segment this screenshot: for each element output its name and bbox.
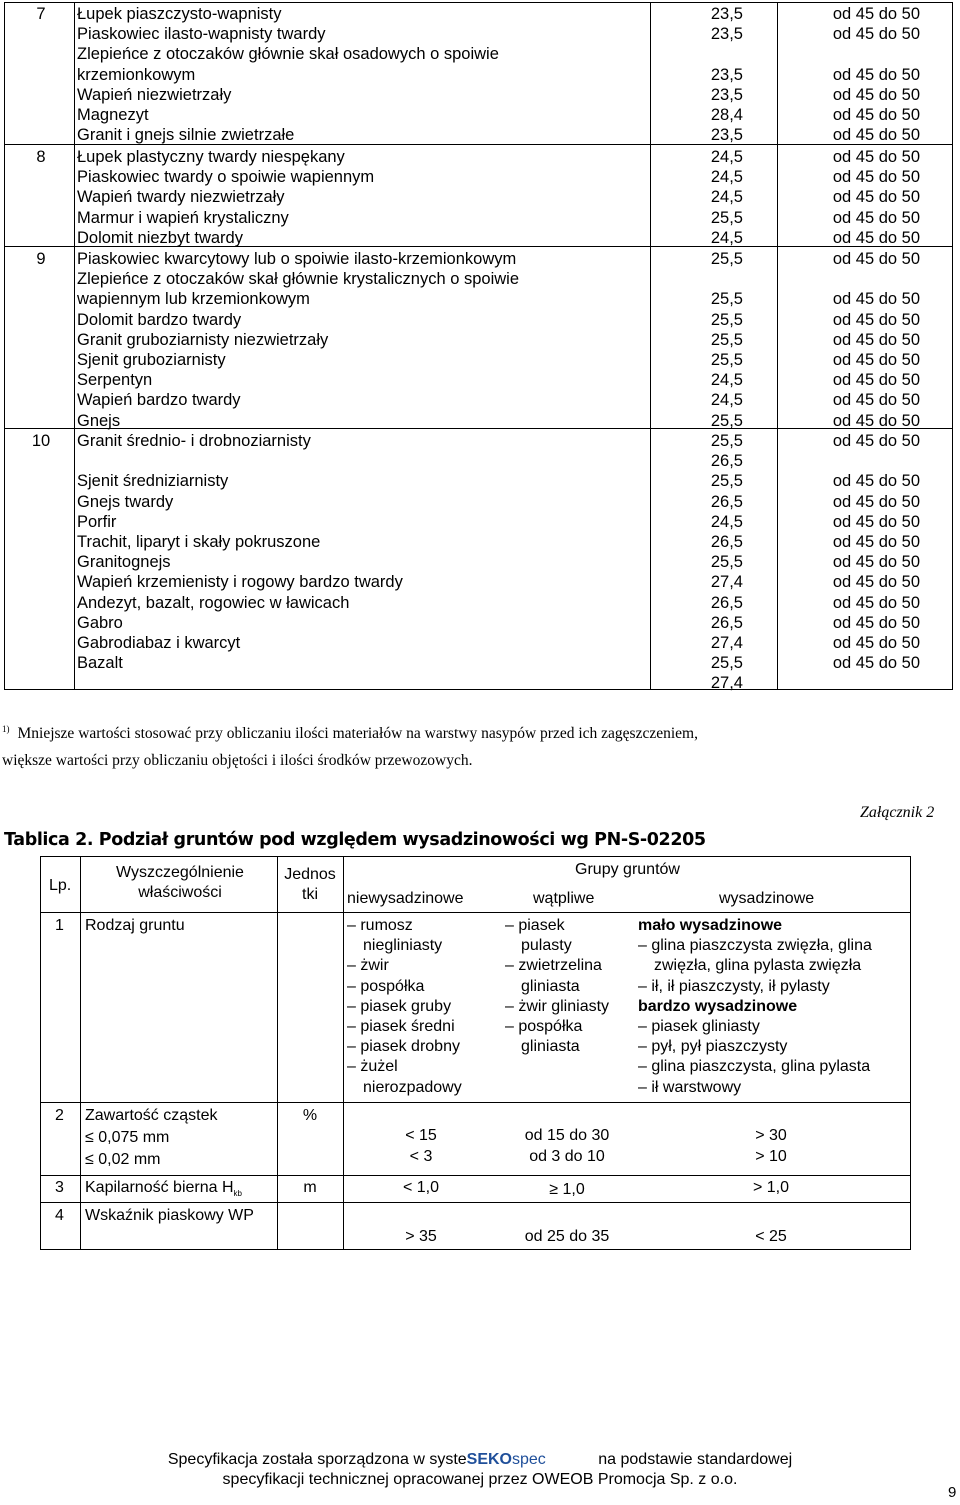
row3-frost: > 1,0 <box>752 1179 790 1196</box>
table-row <box>5 593 952 613</box>
dash-icon: – <box>638 1058 652 1076</box>
table2-title: Tablica 2. Podział gruntów pod względem wysadzinowości wg PN-S-02205 <box>4 830 706 850</box>
table-row <box>5 532 952 552</box>
header-groups: Grupy gruntów <box>575 861 680 878</box>
range-value: od 45 do 50 <box>832 250 920 268</box>
density-value: 24,5 <box>710 371 743 390</box>
table-row <box>5 653 952 673</box>
dash-icon: – <box>347 917 361 934</box>
list-item-text: gliniasta <box>521 1038 580 1056</box>
rock-name: Marmur i wapień krystaliczny <box>77 208 289 227</box>
rock-name: Gabro <box>77 613 123 632</box>
rock-name: Trachit, liparyt i skały pokruszone <box>77 532 321 551</box>
density-value: 24,5 <box>710 188 743 207</box>
dash-icon: – <box>347 1038 361 1056</box>
range-value: od 45 do 50 <box>832 633 920 652</box>
range-value: od 45 do 50 <box>832 350 920 369</box>
dash-icon: – <box>505 917 519 934</box>
table-row <box>5 249 952 269</box>
range-value: od 45 do 50 <box>832 5 920 23</box>
rock-name: Zlepieńce z otoczaków skał głównie krystalicznych o spoiwie <box>77 270 520 289</box>
table-row <box>5 44 952 64</box>
table-row <box>5 167 952 187</box>
footnote <box>2 716 952 774</box>
row3-property-sub: kb <box>233 1189 242 1199</box>
range-value: od 45 do 50 <box>832 512 920 531</box>
page-number: 9 <box>948 1484 957 1501</box>
list-item <box>638 977 872 997</box>
table-row <box>5 390 952 410</box>
less-equal-icon: ≤ <box>85 1129 94 1146</box>
rock-name: Granit i gnejs silnie zwietrzałe <box>77 126 295 145</box>
row1-doubtful-list <box>505 916 609 1057</box>
rock-density-table <box>4 2 953 693</box>
frost-high-heading: bardzo wysadzinowe <box>638 997 798 1015</box>
dash-icon: – <box>638 937 652 955</box>
column-divider <box>343 857 344 1249</box>
row2-sub1-value: 0,075 mm <box>98 1129 170 1146</box>
list-item <box>638 1037 872 1057</box>
row3-property-text: Kapilarność bierna H <box>85 1179 234 1196</box>
rock-name: Granit gruboziarnisty niezwietrzały <box>77 330 329 349</box>
range-value: od 45 do 50 <box>832 208 920 227</box>
density-value: 28,4 <box>710 105 743 124</box>
list-item-text: niegliniasty <box>363 937 443 955</box>
row3-doubtful <box>497 1180 637 1200</box>
list-item-text: pospółka <box>360 977 425 995</box>
frost-low-list <box>638 936 872 997</box>
rock-name: Sjenit gruboziarnisty <box>77 350 226 369</box>
density-value: 23,5 <box>710 5 743 23</box>
table-row <box>5 330 952 350</box>
attachment-label: Załącznik 2 <box>860 804 935 821</box>
list-item <box>505 977 609 997</box>
density-value: 25,5 <box>710 290 743 309</box>
row3-property <box>85 1178 242 1204</box>
range-value: od 45 do 50 <box>832 492 920 511</box>
footer-line-2: specyfikacji technicznej opracowanej przez OWEOB Promocja Sp. z o.o. <box>222 1471 738 1488</box>
list-item <box>638 956 872 976</box>
rock-name: Andezyt, bazalt, rogowiec w ławicach <box>77 593 350 612</box>
density-value: 23,5 <box>710 126 743 145</box>
row1-property: Rodzaj gruntu <box>85 917 185 934</box>
rock-name: Dolomit bardzo twardy <box>77 310 242 329</box>
rock-name: Granit średnio- i drobnoziarnisty <box>77 432 311 450</box>
table-row <box>5 370 952 390</box>
table-row <box>5 187 952 207</box>
density-value: 26,5 <box>710 593 743 612</box>
row2-doubtful-2: od 3 do 10 <box>529 1148 605 1165</box>
footnote-line-1: Mniejsze wartości stosować przy obliczaniu ilości materiałów na warstwy nasypów przed ich zagęszczeniem, <box>17 725 698 742</box>
rock-name: Piaskowiec ilasto-wapnisty twardy <box>77 25 326 44</box>
row1-non-frost-list <box>347 916 462 1098</box>
row2-sub1 <box>85 1128 169 1148</box>
density-value: 25,5 <box>710 350 743 369</box>
density-value: 24,5 <box>710 148 743 166</box>
range-value: od 45 do 50 <box>832 391 920 410</box>
list-item <box>505 997 609 1017</box>
table-row <box>5 673 952 693</box>
rock-name: Piaskowiec kwarcytowy lub o spoiwie ilasto-krzemionkowym <box>77 250 517 268</box>
range-value: od 45 do 50 <box>832 613 920 632</box>
list-item-text: glina piaszczysta, glina pylasta <box>651 1058 871 1076</box>
rock-name: Gnejs twardy <box>77 492 174 511</box>
rock-name: Łupek plastyczny twardy niespękany <box>77 148 345 166</box>
group-number: 7 <box>36 5 46 23</box>
density-value: 24,5 <box>710 228 743 247</box>
table-row <box>5 350 952 370</box>
density-value: 25,5 <box>710 432 743 450</box>
row3-non-frost: < 1,0 <box>402 1179 440 1196</box>
dash-icon: – <box>347 1058 361 1076</box>
row4-frost: < 25 <box>755 1228 787 1245</box>
list-item <box>347 1078 462 1098</box>
header-frost: wysadzinowe <box>719 890 815 907</box>
range-value: od 45 do 50 <box>832 472 920 491</box>
rock-group <box>5 249 952 431</box>
rock-name: Serpentyn <box>77 371 153 390</box>
list-item <box>347 956 462 976</box>
list-item-text: ił, ił piaszczysty, ił pylasty <box>651 977 830 995</box>
rock-name: Sjenit średniziarnisty <box>77 472 229 491</box>
dash-icon: – <box>638 977 652 995</box>
table-row <box>5 451 952 471</box>
rock-name: Piaskowiec twardy o spoiwie wapiennym <box>77 168 375 187</box>
table-row <box>5 310 952 330</box>
range-value: od 45 do 50 <box>832 188 920 207</box>
rock-name: Zlepieńce z otoczaków głównie skał osadowych o spoiwie <box>77 45 499 64</box>
footnote-line-2: większe wartości przy obliczaniu objętości i ilości środków przewozowych. <box>2 752 473 769</box>
list-item-text: zwietrzelina <box>518 957 602 975</box>
dash-icon: – <box>638 1078 652 1096</box>
frost-low-heading: mało wysadzinowe <box>638 917 783 934</box>
table-row <box>5 613 952 633</box>
row2-doubtful-1: od 15 do 30 <box>524 1127 610 1144</box>
density-value: 23,5 <box>710 65 743 84</box>
header-doubtful: wątpliwe <box>533 890 595 907</box>
frost-high-list <box>638 1017 872 1098</box>
list-item-text: piasek średni <box>360 1017 455 1035</box>
density-value: 26,5 <box>710 452 743 471</box>
list-item-text: piasek gruby <box>360 997 452 1015</box>
dash-icon: – <box>638 1017 652 1035</box>
row2-frost-2: > 10 <box>755 1148 787 1165</box>
group-number: 9 <box>36 250 46 268</box>
density-value: 24,5 <box>710 512 743 531</box>
column-divider <box>80 857 81 1249</box>
table-row <box>5 208 952 228</box>
list-item <box>638 936 872 956</box>
range-value: od 45 do 50 <box>832 126 920 145</box>
range-value: od 45 do 50 <box>832 310 920 329</box>
density-value: 27,4 <box>710 573 743 592</box>
range-value: od 45 do 50 <box>832 85 920 104</box>
header-lp: Lp. <box>49 877 72 894</box>
table-row <box>5 4 952 24</box>
range-value: od 45 do 50 <box>832 148 920 166</box>
row4-lp: 4 <box>55 1207 64 1224</box>
list-item-text: gliniasta <box>521 977 580 995</box>
density-value: 25,5 <box>710 208 743 227</box>
less-equal-icon: ≤ <box>85 1151 94 1168</box>
range-value: od 45 do 50 <box>832 330 920 349</box>
density-value: 27,4 <box>710 674 743 693</box>
row4-property: Wskaźnik piaskowy WP <box>85 1207 254 1224</box>
footer-text-a: Specyfikacja została sporządzona w syste <box>167 1451 467 1468</box>
range-value: od 45 do 50 <box>832 228 920 247</box>
list-item <box>347 936 462 956</box>
row2-lp: 2 <box>55 1107 64 1124</box>
table-row <box>5 411 952 431</box>
page-footer <box>0 1450 960 1490</box>
range-value: od 45 do 50 <box>832 25 920 44</box>
frost-classification-table <box>40 856 911 1250</box>
dash-icon: – <box>347 977 361 995</box>
list-item-text: żwir <box>360 957 389 975</box>
table-row <box>5 65 952 85</box>
table-row <box>5 228 952 248</box>
table-row <box>5 572 952 592</box>
list-item-text: zwięzła, glina pylasta zwięzła <box>654 957 862 975</box>
list-item <box>638 1057 872 1077</box>
density-value: 25,5 <box>710 411 743 430</box>
greater-equal-icon: ≥ <box>549 1181 559 1198</box>
dash-icon: – <box>505 997 519 1015</box>
table-row <box>5 289 952 309</box>
range-value: od 45 do 50 <box>832 105 920 124</box>
rock-name: Wapień bardzo twardy <box>77 391 241 410</box>
density-value: 26,5 <box>710 532 743 551</box>
list-item <box>505 956 609 976</box>
rock-name: Wapień krzemienisty i rogowy bardzo twardy <box>77 573 403 592</box>
list-item-text: nierozpadowy <box>363 1078 462 1096</box>
range-value: od 45 do 50 <box>832 573 920 592</box>
rock-name: Bazalt <box>77 654 123 673</box>
header-property-1: Wyszczególnienie <box>116 864 244 881</box>
table-row <box>5 147 952 167</box>
row2-non-frost-1: < 15 <box>405 1127 437 1144</box>
range-value: od 45 do 50 <box>832 432 920 450</box>
dash-icon: – <box>347 957 361 975</box>
table-row <box>5 105 952 125</box>
rock-group <box>5 431 952 693</box>
header-unit-1: Jednos <box>284 866 336 883</box>
footnote-marker: 1) <box>2 724 10 734</box>
list-item-text: pospółka <box>518 1017 583 1035</box>
list-item <box>347 1017 462 1037</box>
dash-icon: – <box>505 1017 519 1035</box>
list-item-text: żużel <box>360 1058 398 1076</box>
range-value: od 45 do 50 <box>832 411 920 430</box>
list-item <box>347 977 462 997</box>
row4-non-frost: > 35 <box>405 1228 437 1245</box>
range-value: od 45 do 50 <box>832 553 920 572</box>
list-item <box>505 1017 609 1037</box>
brand-spec: spec <box>512 1451 546 1468</box>
list-item-text: pył, pył piaszczysty <box>651 1038 788 1056</box>
row2-frost-1: > 30 <box>755 1127 787 1144</box>
row1-frost <box>638 916 872 1098</box>
density-value: 25,5 <box>710 310 743 329</box>
header-non-frost: niewysadzinowe <box>347 890 464 907</box>
list-item-text: pulasty <box>521 937 572 955</box>
rock-name: krzemionkowym <box>77 65 196 84</box>
density-value: 25,5 <box>710 472 743 491</box>
table-row <box>5 85 952 105</box>
range-value: od 45 do 50 <box>832 65 920 84</box>
rock-name: Dolomit niezbyt twardy <box>77 228 243 247</box>
list-item-text: piasek gliniasty <box>651 1017 760 1035</box>
table-row <box>5 512 952 532</box>
row4-doubtful: od 25 do 35 <box>524 1228 610 1245</box>
list-item <box>505 916 609 936</box>
row2-property: Zawartość cząstek <box>85 1107 218 1124</box>
range-value: od 45 do 50 <box>832 593 920 612</box>
rock-group <box>5 147 952 248</box>
rock-name: wapiennym lub krzemionkowym <box>77 290 310 309</box>
header-unit-2: tki <box>302 886 318 903</box>
rock-name: Porfir <box>77 512 117 531</box>
list-item <box>505 1037 609 1057</box>
range-value: od 45 do 50 <box>832 654 920 673</box>
rock-name: Gnejs <box>77 411 121 430</box>
list-item <box>347 916 462 936</box>
rock-name: Łupek piaszczysto-wapnisty <box>77 5 282 23</box>
density-value: 23,5 <box>710 85 743 104</box>
rock-name: Magnezyt <box>77 105 149 124</box>
table-row <box>5 633 952 653</box>
list-item <box>347 997 462 1017</box>
list-item-text: piasek drobny <box>360 1038 460 1056</box>
list-item <box>638 1017 872 1037</box>
rock-name: Wapień niezwietrzały <box>77 85 232 104</box>
range-value: od 45 do 50 <box>832 532 920 551</box>
list-item <box>347 1057 462 1077</box>
dash-icon: – <box>638 1038 652 1056</box>
row-divider <box>41 912 910 913</box>
density-value: 24,5 <box>710 391 743 410</box>
row2-sub2 <box>85 1150 160 1170</box>
density-value: 27,4 <box>710 633 743 652</box>
range-value: od 45 do 50 <box>832 168 920 187</box>
row2-unit: % <box>302 1107 318 1124</box>
range-value: od 45 do 50 <box>832 371 920 390</box>
table-row <box>5 125 952 145</box>
list-item-text: piasek <box>518 917 565 934</box>
group-number: 10 <box>31 432 51 450</box>
table-row <box>5 431 952 451</box>
list-item-text: rumosz <box>360 917 413 934</box>
table-row <box>5 492 952 512</box>
rock-group <box>5 4 952 145</box>
row3-lp: 3 <box>55 1179 64 1196</box>
rock-name: Granitognejs <box>77 553 171 572</box>
density-value: 26,5 <box>710 613 743 632</box>
list-item <box>505 936 609 956</box>
row3-unit: m <box>303 1179 317 1196</box>
group-number: 8 <box>36 148 46 166</box>
row1-lp: 1 <box>55 917 64 934</box>
list-item-text: żwir gliniasty <box>518 997 610 1015</box>
dash-icon: – <box>347 1017 361 1035</box>
density-value: 25,5 <box>710 654 743 673</box>
row-divider <box>41 1102 910 1103</box>
rock-name: Gabrodiabaz i kwarcyt <box>77 633 241 652</box>
density-value: 26,5 <box>710 492 743 511</box>
list-item <box>638 1078 872 1098</box>
list-item <box>347 1037 462 1057</box>
list-item-text: glina piaszczysta zwięzła, glina <box>651 937 872 955</box>
table-row <box>5 24 952 44</box>
rock-name: Wapień twardy niezwietrzały <box>77 188 285 207</box>
row3-doubtful-value: 1,0 <box>562 1181 585 1198</box>
density-value: 24,5 <box>710 168 743 187</box>
footer-line-1 <box>0 1450 960 1470</box>
list-item-text: ił warstwowy <box>651 1078 742 1096</box>
table-row <box>5 552 952 572</box>
dash-icon: – <box>505 957 519 975</box>
density-value: 23,5 <box>710 25 743 44</box>
range-value: od 45 do 50 <box>832 290 920 309</box>
density-value: 25,5 <box>710 250 743 268</box>
footer-text-b: na podstawie standardowej <box>598 1451 793 1468</box>
dash-icon: – <box>347 997 361 1015</box>
brand-seko: SEKO <box>466 1451 512 1468</box>
density-value: 25,5 <box>710 330 743 349</box>
row2-sub2-value: 0,02 mm <box>98 1151 161 1168</box>
table-row <box>5 269 952 289</box>
header-property-2: właściwości <box>138 884 222 901</box>
row-divider <box>41 1175 910 1176</box>
row2-non-frost-2: < 3 <box>409 1148 433 1165</box>
density-value: 25,5 <box>710 553 743 572</box>
table-row <box>5 471 952 491</box>
